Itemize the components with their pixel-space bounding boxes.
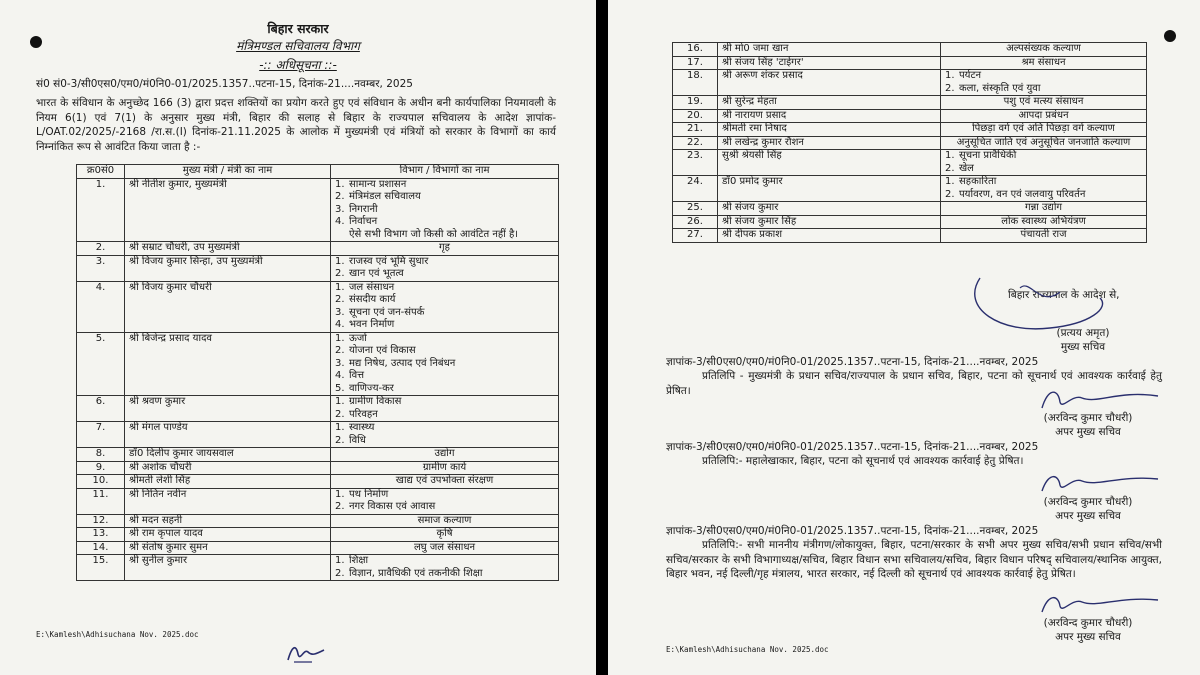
department-list — [335, 179, 554, 229]
department-item-number: 2. — [335, 268, 345, 279]
department-cell — [941, 176, 1147, 202]
table-row — [77, 396, 559, 422]
department-cell: पिछड़ा वर्ग एवं अति पिछड़ा वर्ग कल्याण — [941, 123, 1147, 137]
governor-order-line: बिहार राज्यपाल के आदेश से, — [1008, 289, 1120, 301]
notification-title: -:: अधिसूचना ::- — [259, 58, 337, 72]
minister-name: श्री संतोष कुमार सुमन — [125, 541, 331, 555]
col-serial-header: क्र0सं0 — [77, 165, 125, 179]
department-item-label: राजस्व एवं भूमि सुधार — [349, 255, 429, 267]
serial-number: 9. — [77, 461, 125, 475]
minister-name: श्री नितिन नवीन — [125, 488, 331, 514]
department-item-label: सूचना प्रावैधिकी — [959, 150, 1017, 161]
minister-name: श्री विजय कुमार सिन्हा, उप मुख्यमंत्री — [125, 255, 331, 281]
department-cell: आपदा प्रबंधन — [941, 109, 1147, 123]
department-item-number: 1. — [335, 555, 345, 566]
minister-name: सुश्री श्रेयसी सिंह — [718, 150, 941, 176]
signatory2-name: (अरविन्द कुमार चौधरी) — [1043, 617, 1133, 629]
memo-ref-3: ज्ञापांक-3/सी0एस0/एम0/मं0नि0-01/2025.1357..पटना-15, दिनांक-21....नवम्बर, 2025 — [666, 525, 1039, 537]
serial-number: 3. — [77, 255, 125, 281]
signatory1-name: (प्रत्यय अमृत) — [1056, 327, 1110, 339]
serial-number: 4. — [77, 281, 125, 332]
department-list — [945, 176, 1142, 201]
table-row — [673, 136, 1147, 150]
department-list — [945, 70, 1142, 95]
serial-number: 6. — [77, 396, 125, 422]
file-path-footer: E:\Kamlesh\Adhisuchana Nov. 2025.doc — [36, 630, 199, 639]
department-item — [335, 358, 554, 371]
department-item-label: सूचना एवं जन-संपर्क — [349, 306, 425, 318]
department-item-label: विधि — [349, 434, 366, 446]
department-item-label: मंत्रिमंडल सचिवालय — [349, 191, 421, 202]
department-item-label: शिक्षा — [349, 555, 369, 566]
department-item — [335, 409, 554, 422]
department-item-number: 2. — [945, 162, 955, 174]
department-item-number: 3. — [335, 306, 345, 318]
department-item-number: 1. — [945, 150, 955, 161]
table-row — [673, 150, 1147, 176]
department-item-label: कला, संस्कृति एवं युवा — [959, 82, 1041, 94]
department-list — [335, 555, 554, 580]
department-item-number: 2. — [945, 82, 955, 94]
table-row — [673, 229, 1147, 243]
department-item-label: स्वास्थ्य — [349, 422, 375, 433]
table-row — [77, 448, 559, 462]
serial-number: 5. — [77, 332, 125, 396]
department-item-label: सामान्य प्रशासन — [349, 178, 407, 190]
department-item — [945, 83, 1142, 96]
serial-number: 24. — [673, 176, 718, 202]
government-name: बिहार सरकार — [267, 21, 329, 36]
serial-number: 26. — [673, 215, 718, 229]
table-row — [77, 461, 559, 475]
department-item — [945, 163, 1142, 176]
minister-name: श्रीमती लेशी सिंह — [125, 475, 331, 489]
department-item-label: खान एवं भूतत्व — [349, 268, 404, 279]
department-item-number: 5. — [335, 382, 345, 394]
minister-name: श्री संजय सिंह 'टाईगर' — [718, 56, 941, 70]
minister-name: श्री संजय कुमार सिंह — [718, 215, 941, 229]
minister-name: श्री नारायण प्रसाद — [718, 109, 941, 123]
department-item-number: 1. — [335, 281, 345, 293]
department-item-label: ग्रामीण विकास — [349, 396, 402, 407]
serial-number: 20. — [673, 109, 718, 123]
allocation-table-part1 — [76, 164, 559, 581]
department-item-number: 1. — [335, 396, 345, 407]
department-item — [945, 150, 1142, 163]
department-item-label: योजना एवं विकास — [349, 345, 416, 356]
department-list — [335, 422, 554, 447]
signature-mark-2 — [1038, 469, 1168, 497]
department-item — [945, 70, 1142, 83]
department-item-number: 2. — [335, 294, 345, 305]
department-item — [335, 204, 554, 217]
memo-ref-2: ज्ञापांक-3/सी0एस0/एम0/मं0नि0-01/2025.1357..पटना-15, दिनांक-21....नवम्बर, 2025 — [666, 441, 1039, 453]
department-item — [335, 256, 554, 269]
department-item — [335, 319, 554, 332]
minister-name: श्री मदन सहनी — [125, 514, 331, 528]
department-item-label: भवन निर्माण — [349, 319, 395, 330]
serial-number: 21. — [673, 123, 718, 137]
department-item-label: खेल — [959, 162, 974, 174]
memo-ref-1: ज्ञापांक-3/सी0एस0/एम0/मं0नि0-01/2025.1357..पटना-15, दिनांक-21....नवम्बर, 2025 — [666, 356, 1039, 368]
department-item — [945, 176, 1142, 189]
serial-number: 17. — [673, 56, 718, 70]
serial-number: 27. — [673, 229, 718, 243]
department-cell — [941, 150, 1147, 176]
table-row — [77, 178, 559, 242]
department-cell: पंचायती राज — [941, 229, 1147, 243]
department-item — [945, 189, 1142, 202]
department-cell — [331, 178, 559, 242]
col-department-header: विभाग / विभागों का नाम — [331, 165, 559, 179]
signatory2-title: अपर मुख्य सचिव — [1055, 631, 1121, 643]
department-item — [335, 396, 554, 409]
department-item-number: 1. — [945, 176, 955, 187]
department-note: ऐसे सभी विभाग जो किसी को आवंटित नहीं है। — [349, 228, 519, 240]
department-item-label: वित्त — [349, 370, 365, 381]
file-path-footer: E:\Kamlesh\Adhisuchana Nov. 2025.doc — [666, 645, 829, 654]
signature-mark-1 — [1038, 384, 1168, 414]
department-item — [335, 179, 554, 192]
serial-number: 2. — [77, 242, 125, 256]
minister-name: श्री सुनील कुमार — [125, 555, 331, 581]
department-item-label: पथ निर्माण — [349, 488, 389, 500]
signatory2-title: अपर मुख्य सचिव — [1055, 510, 1121, 522]
department-cell: लोक स्वास्थ्य अभियंत्रण — [941, 215, 1147, 229]
department-cell: समाज कल्याण — [331, 514, 559, 528]
table-row — [77, 255, 559, 281]
table-row — [673, 109, 1147, 123]
minister-name: श्री मंगल पाण्डेय — [125, 422, 331, 448]
serial-number: 14. — [77, 541, 125, 555]
table-row — [77, 541, 559, 555]
punch-hole-mark — [1164, 30, 1176, 42]
department-list — [335, 333, 554, 396]
department-item-number: 2. — [335, 345, 345, 356]
table-row — [673, 96, 1147, 110]
serial-number: 18. — [673, 70, 718, 96]
department-item-number: 2. — [335, 408, 345, 420]
department-cell — [331, 555, 559, 581]
minister-name: श्री अरूण शंकर प्रसाद — [718, 70, 941, 96]
department-item-label: ऊर्जा — [349, 332, 367, 344]
table-row — [77, 281, 559, 332]
table-row — [77, 422, 559, 448]
serial-number: 19. — [673, 96, 718, 110]
department-cell — [331, 488, 559, 514]
minister-name: श्री बिजेन्द्र प्रसाद यादव — [125, 332, 331, 396]
department-item — [335, 268, 554, 281]
table-row — [673, 176, 1147, 202]
department-list — [945, 150, 1142, 175]
department-item-label: नगर विकास एवं आवास — [349, 501, 436, 512]
department-cell: गृह — [331, 242, 559, 256]
department-item-label: जल संसाधन — [349, 281, 395, 293]
department-item-number: 1. — [335, 332, 345, 344]
department-item-number: 1. — [335, 255, 345, 267]
copy-to-all-ministers: प्रतिलिपि:- सभी माननीय मंत्रीगण/लोकायुक्त, बिहार, पटना/सरकार के सभी अपर मुख्य सचिव/सभी प्रधान सचिव/सभी सचिव/सरकार के सभी विभागाध्यक्ष/सचिव, बिहार विधान सभा सचिवालय/सचिव, बिहार विधान परिषद् सचिवालय/स्थानिक आयुक्त, बिहार भवन, नई दिल्ली/गृह मंत्रालय, भारत सरकार, नई दिल्ली को सूचनार्थ एवं आवश्यक कार्रवाई हेतु प्रेषित। — [666, 539, 1162, 580]
serial-number: 25. — [673, 202, 718, 216]
department-item-number: 4. — [335, 216, 345, 227]
department-item — [335, 191, 554, 204]
department-item-number: 1. — [335, 178, 345, 190]
table-row — [77, 555, 559, 581]
department-cell — [331, 281, 559, 332]
department-list — [335, 282, 554, 332]
department-item-number: 2. — [335, 501, 345, 512]
table-row — [77, 475, 559, 489]
department-item — [335, 555, 554, 568]
serial-number: 22. — [673, 136, 718, 150]
table-row — [673, 43, 1147, 57]
copy-to-principal-secretaries: प्रतिलिपि - मुख्यमंत्री के प्रधान सचिव/राज्यपाल के प्रधान सचिव, बिहार, पटना को सूचनार्थ एवं आवश्यक कार्रवाई हेतु प्रेषित। — [666, 370, 1162, 397]
minister-name: डॉ0 दिलीप कुमार जायसवाल — [125, 448, 331, 462]
department-item-number: 4. — [335, 319, 345, 330]
department-item-number: 1. — [335, 488, 345, 500]
department-item-label: परिवहन — [349, 408, 378, 420]
department-cell: पशु एवं मत्स्य संसाधन — [941, 96, 1147, 110]
minister-name: डॉ0 प्रमोद कुमार — [718, 176, 941, 202]
table-row — [77, 332, 559, 396]
department-item — [335, 333, 554, 346]
initials-signature — [282, 640, 330, 666]
minister-name: श्री राम कृपाल यादव — [125, 528, 331, 542]
table-row — [673, 202, 1147, 216]
serial-number: 7. — [77, 422, 125, 448]
minister-name: श्री मो0 जमा खान — [718, 43, 941, 57]
department-list — [335, 489, 554, 514]
department-item-label: निर्वाचन — [349, 216, 378, 227]
department-item-label: निगरानी — [349, 203, 378, 215]
table-row — [673, 56, 1147, 70]
department-name: मंत्रिमण्डल सचिवालय विभाग — [236, 39, 360, 53]
department-item-number: 3. — [335, 357, 345, 369]
department-cell: गन्ना उद्योग — [941, 202, 1147, 216]
department-cell: कृषि — [331, 528, 559, 542]
minister-name: श्रीमती रमा निषाद — [718, 123, 941, 137]
minister-name: श्री सम्राट चौधरी, उप मुख्यमंत्री — [125, 242, 331, 256]
department-item-number: 1. — [945, 70, 955, 81]
department-cell — [331, 255, 559, 281]
minister-name: श्री विजय कुमार चौधरी — [125, 281, 331, 332]
document-page-2 — [608, 0, 1200, 675]
department-item-number: 4. — [335, 370, 345, 381]
department-cell: ग्रामीण कार्य — [331, 461, 559, 475]
minister-name: श्री सुरेन्द्र मेहता — [718, 96, 941, 110]
department-item-label: विज्ञान, प्रावैधिकी एवं तकनीकी शिक्षा — [349, 567, 483, 579]
table-header-row — [77, 165, 559, 179]
department-cell — [331, 422, 559, 448]
department-item — [335, 345, 554, 358]
department-item-label: सहकारिता — [959, 176, 997, 187]
department-item — [335, 568, 554, 581]
department-item-label: मद्य निषेध, उत्पाद एवं निबंधन — [349, 357, 456, 369]
department-item-number: 2. — [335, 434, 345, 446]
department-item — [335, 370, 554, 383]
signature-mark-3 — [1038, 590, 1168, 618]
serial-number: 16. — [673, 43, 718, 57]
department-cell: खाद्य एवं उपभोक्ता संरक्षण — [331, 475, 559, 489]
minister-name: श्री दीपक प्रकाश — [718, 229, 941, 243]
department-cell: अनुसूचित जाति एवं अनुसूचित जनजाति कल्याण — [941, 136, 1147, 150]
department-item-label: पर्यटन — [959, 70, 982, 81]
table-row — [673, 215, 1147, 229]
minister-name: श्री श्रवण कुमार — [125, 396, 331, 422]
signatory2-title: अपर मुख्य सचिव — [1055, 426, 1121, 438]
department-item — [335, 383, 554, 396]
minister-name: श्री अशोक चौधरी — [125, 461, 331, 475]
table-row — [673, 123, 1147, 137]
serial-number: 13. — [77, 528, 125, 542]
serial-number: 23. — [673, 150, 718, 176]
department-list — [335, 396, 554, 421]
department-cell: श्रम संसाधन — [941, 56, 1147, 70]
table-row — [77, 514, 559, 528]
department-cell — [331, 396, 559, 422]
table-row — [673, 70, 1147, 96]
serial-number: 15. — [77, 555, 125, 581]
department-cell: लघु जल संसाधन — [331, 541, 559, 555]
minister-name: श्री संजय कुमार — [718, 202, 941, 216]
department-cell — [941, 70, 1147, 96]
allocation-table-part2 — [672, 42, 1147, 243]
department-item-number: 2. — [335, 191, 345, 202]
col-minister-header: मुख्य मंत्री / मंत्री का नाम — [125, 165, 331, 179]
department-item-number: 2. — [945, 188, 955, 200]
department-item-number: 1. — [335, 422, 345, 433]
signatory2-name: (अरविन्द कुमार चौधरी) — [1043, 496, 1133, 508]
serial-number: 1. — [77, 178, 125, 242]
department-item-number: 3. — [335, 203, 345, 215]
department-item-number: 2. — [335, 567, 345, 579]
department-item-label: वाणिज्य-कर — [349, 382, 394, 394]
department-cell: अल्पसंख्यक कल्याण — [941, 43, 1147, 57]
serial-number: 12. — [77, 514, 125, 528]
table-row — [77, 242, 559, 256]
department-item-label: संसदीय कार्य — [349, 294, 396, 305]
department-item — [335, 282, 554, 295]
signatory1-title: मुख्य सचिव — [1060, 341, 1106, 353]
signatory2-name: (अरविन्द कुमार चौधरी) — [1043, 412, 1133, 424]
table-row — [77, 528, 559, 542]
copy-to-accountant-general: प्रतिलिपि:- महालेखाकार, बिहार, पटना को सूचनार्थ एवं आवश्यक कार्रवाई हेतु प्रेषित। — [702, 455, 1024, 467]
serial-number: 10. — [77, 475, 125, 489]
department-item — [335, 435, 554, 448]
table-row — [77, 488, 559, 514]
department-cell — [331, 332, 559, 396]
minister-name: श्री लखेन्द्र कुमार रौशन — [718, 136, 941, 150]
department-item — [335, 294, 554, 307]
department-item-label: पर्यावरण, वन एवं जलवायु परिवर्तन — [959, 188, 1086, 200]
document-page-1 — [0, 0, 596, 675]
department-item — [335, 216, 554, 229]
reference-line: सं0 सं0-3/सी0एस0/एम0/मं0नि0-01/2025.1357..पटना-15, दिनांक-21....नवम्बर, 2025 — [36, 78, 413, 90]
department-cell: उद्योग — [331, 448, 559, 462]
department-item — [335, 489, 554, 502]
department-item — [335, 422, 554, 435]
serial-number: 11. — [77, 488, 125, 514]
department-item — [335, 501, 554, 514]
minister-name: श्री नीतीश कुमार, मुख्यमंत्री — [125, 178, 331, 242]
department-item — [335, 307, 554, 320]
serial-number: 8. — [77, 448, 125, 462]
preamble-paragraph: भारत के संविधान के अनुच्छेद 166 (3) द्वारा प्रदत्त शक्तियों का प्रयोग करते हुए एवं संविधान के अधीन बनी कार्यपालिका नियमावली के नियम 6(1) एवं 7(1) के अनुसार मुख्य मंत्री, बिहार की सलाह से बिहार के राज्यपाल सचिवालय के आदेश ज्ञापांक-L/OAT.02/2025/-2168 /रा.स.(I) दिनांक-21.11.2025 के आलोक में मुख्यमंत्री एवं मंत्रियों को सरकार के विभागों का कार्य निम्नांकित रूप से आवंटित किया जाता है :- — [36, 97, 556, 153]
department-list — [335, 256, 554, 281]
